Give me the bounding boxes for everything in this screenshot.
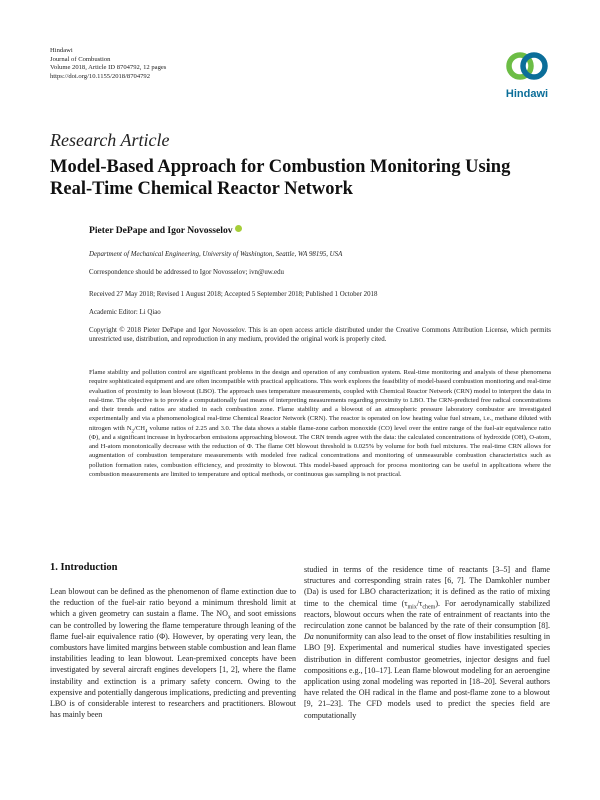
journal-name: Journal of Combustion [50, 55, 111, 63]
subscript: mix [407, 604, 417, 611]
subscript: x [227, 615, 231, 622]
hindawi-rings-icon [505, 49, 549, 87]
journal-masthead [50, 47, 166, 81]
abstract-text: /CH [134, 424, 145, 432]
affiliation: Department of Mechanical Engineering, University of Washington, Seattle, WA 98195, USA [89, 251, 343, 258]
publisher-name: Hindawi [50, 47, 73, 54]
paragraph [50, 586, 296, 720]
doi-link[interactable]: https://doi.org/10.1155/2018/8704792 [50, 72, 151, 80]
paragraph-text: studied in terms of the residence time of reactants [3–5] and flame structures and corresponding strain rates [6, 7]. The Damkohler number (Da) is used for LBO characterization; it is defined as the ratio of mixing time to the chemical time (τ [304, 565, 550, 608]
abstract-text: Flame stability and pollution control are significant problems in the design and operation of any combustion system. Real-time monitoring and analysis of these phenomena require sophisticated equipment and are often incompatible with practical applications. This work explores the feasibility of model-based combustion monitoring and real-time evaluation of proximity to lean blowout (LBO). The approach uses temperature measurements, coupled with Chemical Reactor Network (CRN) model to interpret the data in real-time. The objective is to provide a computationally fast means of interpreting measurements regarding proximity to LBO. The CRN-predicted free radical concentrations and their trends and ratios are studied in each combustion zone. Flame stability and a blowout of an atmospheric pressure laboratory combustor are investigated experimentally and via a phenomenological real-time Chemical Reactor Network (CRN). The reactor is operated on low heating value fuel stream, i.e., methane diluted with nitrogen with N [89, 369, 551, 432]
authors: Pieter DePape and Igor Novosselov [89, 225, 233, 236]
paragraph-text: /τ [416, 598, 423, 608]
abstract [89, 368, 551, 479]
subscript: 4 [145, 428, 148, 434]
article-type: Research Article [50, 130, 170, 150]
subscript: 2 [131, 428, 134, 434]
orcid-icon[interactable] [235, 225, 242, 232]
academic-editor: Academic Editor: Li Qiao [89, 309, 161, 316]
paragraph-text: Lean blowout can be defined as the phenomenon of flame extinction due to the reduction of the fuel-air ratio beyond a minimum threshold limit at which a given geometry can sustain a flame. The NO [50, 587, 296, 619]
article-title: Model-Based Approach for Combustion Monitoring Using Real-Time Chemical Reactor Network [50, 157, 511, 199]
da-symbol: Da [304, 632, 314, 642]
body-column-left [50, 562, 296, 720]
license-statement: Copyright © 2018 Pieter DePape and Igor Novosselov. This is an open access article distributed under the Creative Commons Attribution License, which permits unrestricted use, distribution, and reproduction in any medium, provided the original work is properly cited. [89, 327, 551, 343]
volume-info: Volume 2018, Article ID 8704792, 12 pages [50, 64, 167, 72]
subscript: chem [422, 604, 436, 611]
paragraph-text: and soot emissions can be controlled by lowering the flame temperature through leaning of the flame fuel-air equivalence ratio (Φ). However, by operating very lean, the combustors have limited margins between stable combustion and lean flame instabilities leading to lean blowout. Lean-premixed concepts have been investigated by several aircraft engines developers [1, 2], where the flame instability and extinction is a primary safety concern. Owing to the expensive and potentially dangerous implications, predicting and preventing LBO is of considerable interest to researchers and practitioners. Blowout has mainly been [50, 609, 296, 720]
paragraph-text: nonuniformity can also lead to the onset of flow instabilities resulting in LBO [9]. Experimental and numerical studies have investigated species distribution in different combustor geometries, injector designs and fuel compositions e.g., [10–17]. Lean flame blowout modeling for an aeroengine application using zonal modeling was reported in [18–20]. Several authors have related the OH radical in the flame and post-flame zone to a blowout [9, 21–23]. The CFD models used to predict the species field are computationally [304, 632, 550, 720]
section-heading: 1. Introduction [50, 562, 118, 573]
hindawi-logo [497, 49, 557, 105]
paragraph-text: ). For aerodynamically stabilized reactors, blowout occurs when the rate of entrainment of reactants into the recirculation zone cannot be balanced by the rate of their consumption [8]. [304, 598, 550, 631]
body-column-right [304, 564, 550, 721]
paragraph [304, 564, 550, 721]
logo-wordmark: Hindawi [505, 88, 549, 100]
author-line [89, 225, 242, 236]
correspondence: Correspondence should be addressed to Igor Novosselov; ivn@uw.edu [89, 269, 284, 276]
abstract-text: volume ratios of 2.25 and 3.0. The data shows a stable flame-zone carbon monoxide (CO) level over the entire range of the fuel-air equivalence ratio (Φ), and a significant increase in hydrocarbon emissions approaching blowout. The CRN trends agree with the data: the calculated concentrations of hydroxide (OH), O-atom, and H-atom monotonically decrease with the reduction of Φ. The flame OH blowout threshold is 0.025% by volume for both fuel mixtures. The real-time CRN allows for augmentation of combustion temperature measurements with modeled free radical concentrations and monitoring of unmeasurable combustion characteristics such as pollution formation rates, combustion efficiency, and proximity to blowout. This model-based approach for process monitoring can be useful in applications where the combustion measurements are limited to temperature and optical methods, or continuous gas sampling is not practical. [89, 424, 551, 478]
publication-dates: Received 27 May 2018; Revised 1 August 2018; Accepted 5 September 2018; Published 1 October 2018 [89, 291, 378, 298]
